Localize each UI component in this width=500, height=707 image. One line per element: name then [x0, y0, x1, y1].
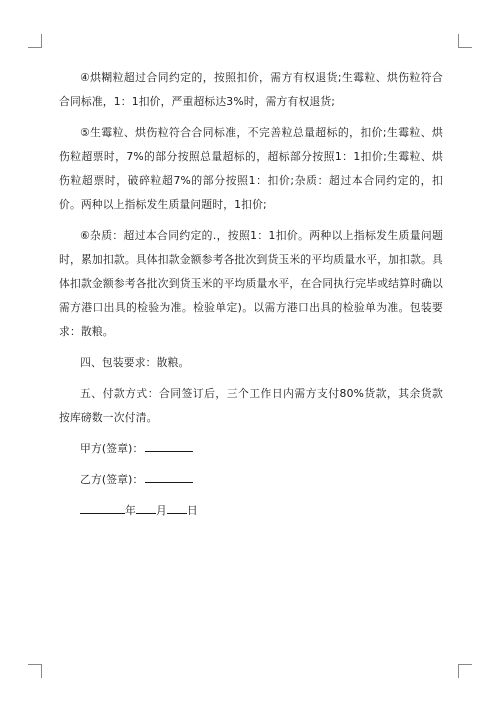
party-a-signature-blank — [145, 438, 193, 452]
packaging-paragraph: 四、包装要求：散粮。 — [80, 356, 190, 369]
day-blank — [167, 500, 187, 514]
year-blank — [80, 500, 125, 514]
day-label: 日 — [186, 504, 198, 517]
party-b-label: 乙方(签章)： — [80, 473, 144, 486]
year-label: 年 — [125, 504, 136, 517]
corner-mark-top-left — [28, 34, 42, 48]
clause-5-paragraph: ⑤生霉粒、烘伤粒符合合同标准，不完善粒总量超标的，扣价;生霉粒、烘伤粒超票时，7%的部分按照总量超标的，超标部分按照1：1扣价;生霉粒、烘伤粒超票时，破碎粒超7%的部分按照1：扣价;杂质：超过本合同约定的，扣价。两种以上指标发生质量问题时，1扣价; — [59, 126, 443, 211]
party-b-signature-line — [59, 468, 443, 492]
corner-mark-bottom-right — [458, 664, 472, 678]
payment-paragraph: 五、付款方式：合同签订后，三个工作日内需方支付80%货款，其余货款按库磅数一次付清。 — [59, 387, 443, 424]
party-a-signature-line — [59, 437, 443, 461]
clause-4-paragraph: ④烘糊粒超过合同约定的，按照扣价，需方有权退货;生霉粒、烘伤粒符合合同标准，1：1扣价，严重超标达3%时，需方有权退货; — [59, 71, 443, 108]
month-label: 月 — [155, 504, 167, 517]
corner-mark-top-right — [458, 34, 472, 48]
party-a-label: 甲方(签章)： — [80, 442, 144, 455]
clause-6-paragraph: ⑥杂质：超过本合同约定的.，按照1：1扣价。两种以上指标发生质量问题时，累加扣款。具体扣款金额参考各批次到货玉米的平均质量水平，加扣款。具体扣款金额参考各批次到货玉米的平均质量水平，在合同执行完毕或结算时确以需方港口出具的检验为准。检验单定)。以需方港口出具的检验单为准。包装要求：散粮。 — [59, 229, 443, 338]
party-b-signature-blank — [145, 469, 193, 483]
month-blank — [136, 500, 156, 514]
document-body — [59, 66, 443, 530]
corner-mark-bottom-left — [28, 664, 42, 678]
date-line — [59, 499, 443, 523]
